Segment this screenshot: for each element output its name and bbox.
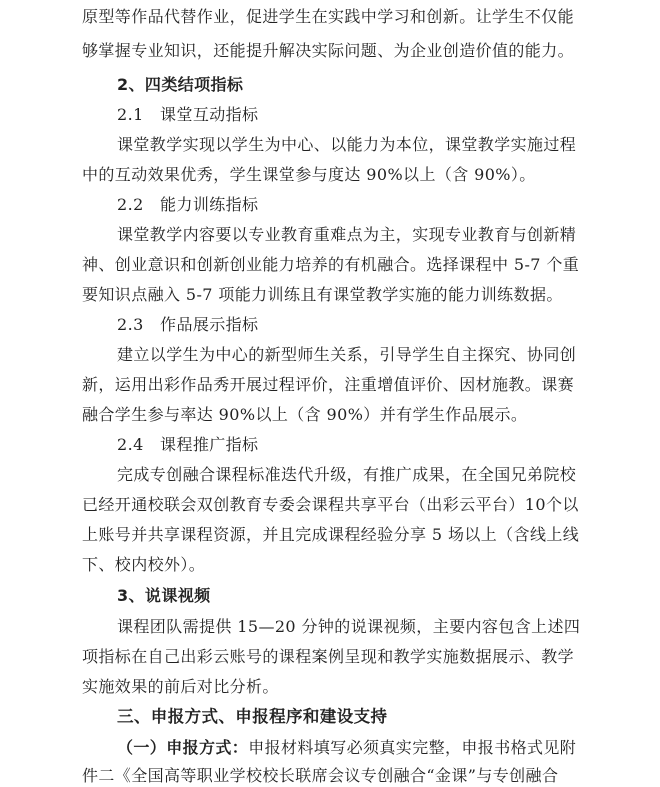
- paragraph-line: 件二《全国高等职业学校校长联席会议专创融合“金课”与专创融合: [82, 766, 559, 785]
- paragraph-line: 够掌握专业知识，还能提升解决实际问题、为企业创造价值的能力。: [82, 41, 575, 60]
- subsection-heading-2-3: 2.3 作品展示指标: [117, 315, 259, 334]
- paragraph-line: 建立以学生为中心的新型师生关系，引导学生自主探究、协同创: [117, 345, 577, 364]
- paragraph-line: 融合学生参与率达 90%以上（含 90%）并有学生作品展示。: [82, 405, 528, 424]
- subsection-heading-2-2: 2.2 能力训练指标: [117, 195, 259, 214]
- paragraph-line: 项指标在自己出彩云账号的课程案例呈现和教学实施数据展示、教学: [82, 647, 575, 666]
- subsection-heading-2-1: 2.1 课堂互动指标: [117, 105, 259, 124]
- section-heading-2: 2、四类结项指标: [117, 75, 244, 94]
- paragraph-line: 完成专创融合课程标准迭代升级，有推广成果，在全国兄弟院校: [117, 465, 577, 484]
- paragraph-line: 原型等作品代替作业，促进学生在实践中学习和创新。让学生不仅能: [82, 7, 575, 26]
- paragraph-line: 要知识点融入 5-7 项能力训练且有课堂教学实施的能力训练数据。: [82, 285, 563, 304]
- paragraph-line: 中的互动效果优秀，学生课堂参与度达 90%以上（含 90%）。: [82, 165, 536, 184]
- paragraph-line: 上账号并共享课程资源，并且完成课程经验分享 5 场以上（含线上线: [82, 525, 580, 544]
- paragraph-line: 课堂教学内容要以专业教育重难点为主，实现专业教育与创新精: [117, 225, 577, 244]
- section-heading-iii: 三、申报方式、申报程序和建设支持: [117, 707, 388, 726]
- paragraph-line: 课程团队需提供 15—20 分钟的说课视频，主要内容包含上述四: [117, 617, 581, 636]
- paragraph-line: 课堂教学实现以学生为中心、以能力为本位，课堂教学实施过程: [117, 135, 577, 154]
- paragraph-line: 实施效果的前后对比分析。: [82, 677, 279, 696]
- paragraph-line-with-bold-lead: [117, 737, 576, 759]
- paragraph-line: 下、校内校外）。: [82, 555, 206, 574]
- subsection-heading-2-4: 2.4 课程推广指标: [117, 435, 259, 454]
- inline-text: 申报材料填写必须真实完整，申报书格式见附: [248, 738, 577, 757]
- inline-bold-label: （一）申报方式：: [117, 738, 249, 757]
- paragraph-line: 神、创业意识和创新创业能力培养的有机融合。选择课程中 5-7 个重: [82, 255, 580, 274]
- paragraph-line: 已经开通校联会双创教育专委会课程共享平台（出彩云平台）10个以: [82, 495, 579, 514]
- section-heading-3: 3、说课视频: [117, 586, 211, 605]
- paragraph-line: 新，运用出彩作品秀开展过程评价，注重增值评价、因材施教。课赛: [82, 375, 575, 394]
